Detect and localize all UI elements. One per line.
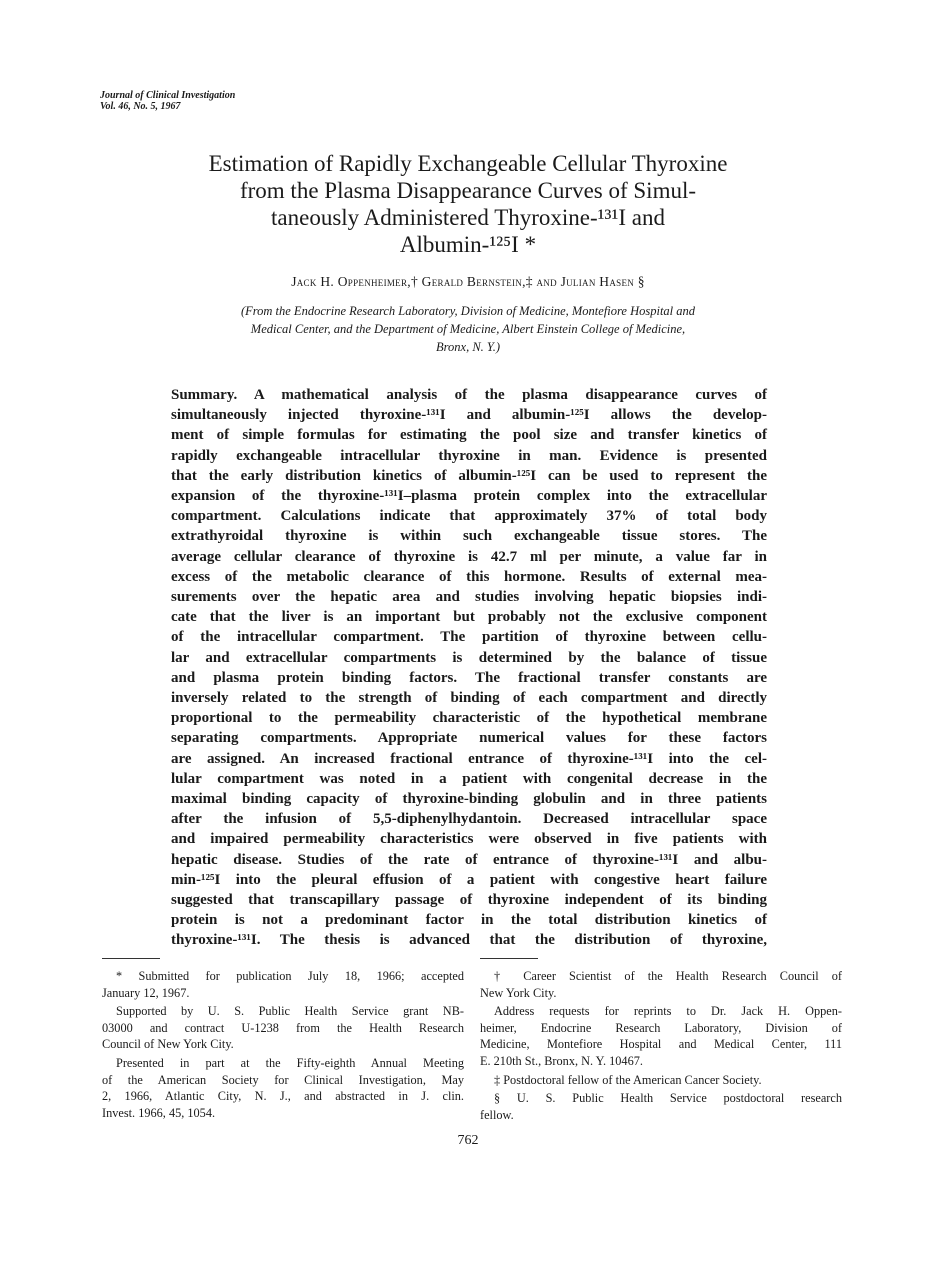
abstract-line: min-¹²⁵I into the pleural effusion of a patient with congestive heart failure (171, 871, 767, 888)
journal-citation (100, 90, 235, 112)
abstract-line: are assigned. An increased fractional entrance of thyroxine-¹³¹I into the cel- (171, 750, 767, 767)
abstract-line: separating compartments. Appropriate numerical values for these factors (171, 730, 767, 747)
abstract-line: hepatic disease. Studies of the rate of entrance of thyroxine-¹³¹I and albu- (171, 851, 767, 868)
abstract-line: lular compartment was noted in a patient with congenital decrease in the (171, 770, 767, 787)
footnote-divider-right (480, 958, 538, 959)
abstract-line: and impaired permeability characteristics were observed in five patients with (171, 831, 767, 848)
footnote (102, 968, 464, 1001)
footnotes-right (480, 968, 842, 1125)
abstract-line: extrathyroidal thyroxine is within such exchangeable tissue stores. The (171, 528, 767, 545)
footnote-line: E. 210th St., Bronx, N. Y. 10467. (480, 1053, 643, 1068)
footnote-line: Address requests for reprints to Dr. Jack H. Oppen- (494, 1004, 842, 1019)
footnote (102, 1055, 464, 1121)
abstract-line: rapidly exchangeable intracellular thyroxine in man. Evidence is presented (171, 447, 767, 464)
footnote (480, 1090, 842, 1123)
footnote-line: § U. S. Public Health Service postdoctoral research (494, 1091, 842, 1106)
footnote-line: heimer, Endocrine Research Laboratory, Division of (480, 1020, 842, 1035)
footnote-line: of the American Society for Clinical Investigation, May (102, 1072, 464, 1087)
footnote-divider-left (102, 958, 160, 959)
abstract-line: thyroxine-¹³¹I. The thesis is advanced that the distribution of thyroxine, (171, 932, 767, 949)
abstract-line: excess of the metabolic clearance of this hormone. Results of external mea- (171, 568, 767, 585)
affiliation-line: Bronx, N. Y.) (435, 340, 500, 354)
page-number: 762 (457, 1133, 479, 1148)
abstract-line: compartment. Calculations indicate that approximately 37% of total body (171, 508, 767, 525)
footnote-line: Council of New York City. (102, 1037, 234, 1052)
abstract-line: after the infusion of 5,5-diphenylhydantoin. Decreased intracellular space (171, 811, 767, 828)
abstract-summary (171, 385, 767, 951)
footnote-line: Supported by U. S. Public Health Service grant NB- (116, 1004, 464, 1019)
abstract-line: average cellular clearance of thyroxine is 42.7 ml per minute, a value far in (171, 548, 767, 565)
footnote-line: Presented in part at the Fifty-eighth Annual Meeting (116, 1055, 464, 1070)
author-list: Jack H. Oppenheimer,† Gerald Bernstein,‡ and Julian Hasen § (291, 274, 645, 289)
footnote-line: fellow. (480, 1107, 514, 1122)
abstract-line: expansion of the thyroxine-¹³¹I–plasma protein complex into the extracellular (171, 488, 767, 505)
abstract-line: inversely related to the strength of binding of each compartment and directly (171, 690, 767, 707)
affiliation-line: (From the Endocrine Research Laboratory, Division of Medicine, Montefiore Hospital and (240, 304, 696, 318)
footnote-line: * Submitted for publication July 18, 1966; accepted (116, 969, 464, 983)
footnote (480, 1003, 842, 1069)
abstract-line: and plasma protein binding factors. The fractional transfer constants are (171, 669, 767, 686)
abstract-line: ment of simple formulas for estimating the pool size and transfer kinetics of (171, 427, 767, 444)
title-line: Albumin-¹²⁵I * (399, 232, 537, 257)
abstract-line: that the early distribution kinetics of albumin-¹²⁵I can be used to represent the (171, 467, 767, 484)
abstract-line: cate that the liver is an important but probably not the exclusive component (171, 609, 767, 626)
abstract-line: lar and extracellular compartments is determined by the balance of tissue (171, 649, 767, 666)
title-line: from the Plasma Disappearance Curves of Simul- (239, 178, 697, 203)
footnote-line: Invest. 1966, 45, 1054. (102, 1105, 216, 1120)
footnote-line: 2, 1966, Atlantic City, N. J., and abstracted in J. clin. (102, 1089, 464, 1104)
abstract-line: surements over the hepatic area and studies involving hepatic biopsies indi- (171, 589, 767, 606)
abstract-line: suggested that transcapillary passage of thyroxine independent of its binding (171, 892, 767, 909)
affiliation-line: Medical Center, and the Department of Medicine, Albert Einstein College of Medicine, (250, 322, 686, 336)
footnote-line: 03000 and contract U-1238 from the Health Research (102, 1020, 464, 1035)
abstract-line: maximal binding capacity of thyroxine-binding globulin and in three patients (171, 791, 767, 808)
article-title (150, 150, 786, 258)
abstract-line: Summary. A mathematical analysis of the plasma disappearance curves of (171, 387, 767, 403)
footnote-line: ‡ Postdoctoral fellow of the American Cancer Society. (494, 1072, 762, 1087)
journal-volume: Vol. 46, No. 5, 1967 (100, 101, 181, 112)
footnote (102, 1003, 464, 1053)
footnote (480, 968, 842, 1001)
footnote (480, 1072, 842, 1089)
title-line: Estimation of Rapidly Exchangeable Cellular Thyroxine (208, 151, 728, 176)
abstract-line: proportional to the permeability characteristic of the hypothetical membrane (171, 710, 767, 727)
title-line: taneously Administered Thyroxine-¹³¹I and (271, 205, 665, 230)
abstract-line: of the intracellular compartment. The partition of thyroxine between cellu- (171, 629, 767, 646)
footnote-line: Medicine, Montefiore Hospital and Medical Center, 111 (480, 1037, 842, 1052)
footnotes-left (102, 968, 464, 1123)
affiliation (160, 302, 776, 356)
abstract-line: protein is not a predominant factor in the total distribution kinetics of (171, 912, 767, 929)
abstract-line: simultaneously injected thyroxine-¹³¹I and albumin-¹²⁵I allows the develop- (171, 407, 767, 424)
footnote-line: New York City. (480, 985, 557, 1000)
journal-name: Journal of Clinical Investigation (100, 90, 236, 101)
footnote-line: † Career Scientist of the Health Research Council of (494, 969, 842, 983)
footnote-line: January 12, 1967. (102, 985, 190, 1000)
